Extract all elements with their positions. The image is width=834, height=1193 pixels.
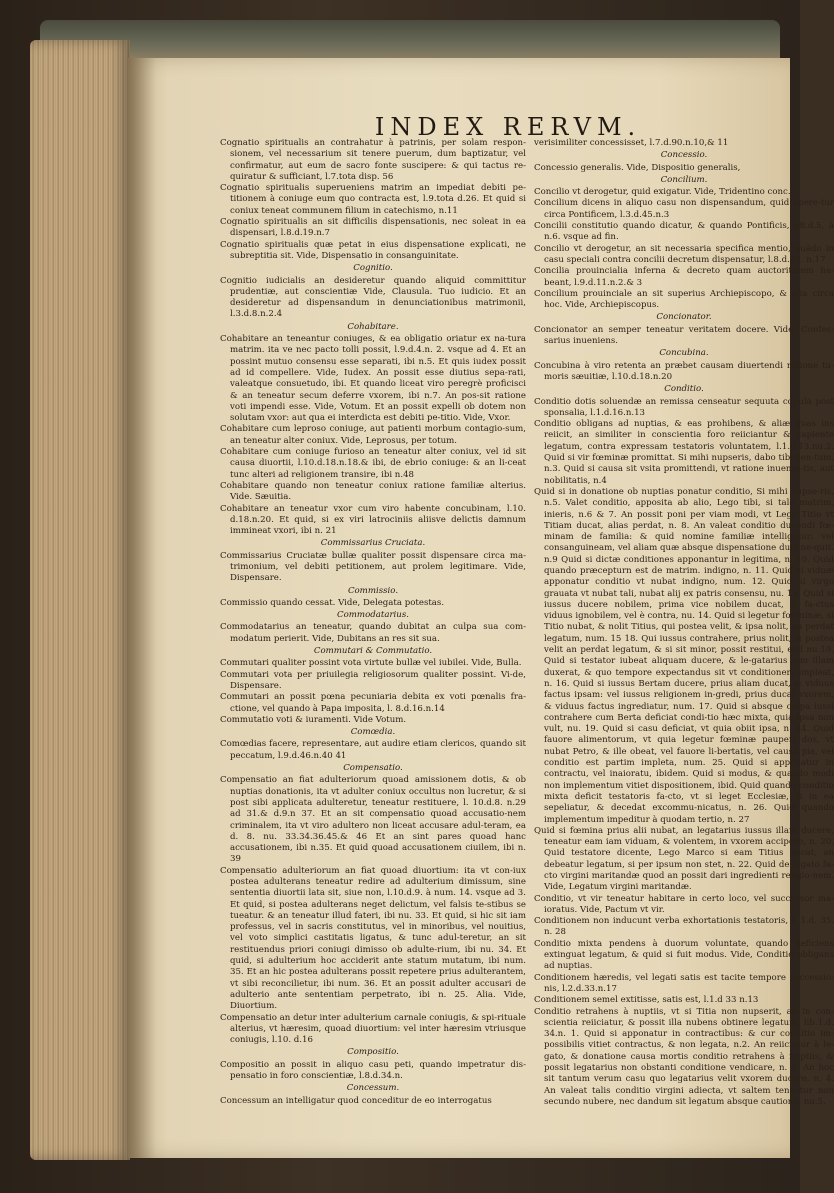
index-entry: Concionator an semper teneatur veritatem docere. Vide, Confes-sarius inueniens. bbox=[534, 324, 834, 347]
index-entry: Conditio, vt vir teneatur habitare in certo loco, vel successor ma-ioratus. Vide, Pactum vt vir. bbox=[534, 893, 834, 915]
index-entry: Conditio mixta pendens à duorum voluntate, quando deficiens extinguat legatum, & quid si fuit modus. Vide, Conditio obligans ad nuptias. bbox=[534, 938, 834, 972]
index-entry: Conditio dotis soluendæ an remissa censeatur sequuta copula post sponsalia, l.1.d.16.n.13 bbox=[534, 396, 834, 418]
index-entry: Conditionem non inducunt verba exhortationis testatoris, l. 1.d. 35. n. 28 bbox=[534, 916, 834, 938]
index-entry: Cognatio spiritualis quæ petat in eius dispensatione explicati, ne subreptitia sit. Vide, Dispensatio in consanguinitate. bbox=[220, 239, 526, 261]
index-entry: Concessio generalis. Vide, Dispositio generalis, bbox=[534, 162, 741, 173]
index-entry: Quid si in donatione ob nuptias ponatur conditio, Si mihi nupse-ris, n.5. Valet conditio, apposita ab alio, Lego tibi, si tale matrim. inieris, n.6 & 7. An possit poni per viam modi, vt Lego Titio vt Titiam ducat, alias perdat, n. 8. An valeat conditio ducendi fœ-minam de familia: & quid nomine familiæ intelligatur: vel consanguineam, vel aliam quæ absque dispensatione duci ne-quit. n.9 Quid si dictæ conditiones apponantur in legitima, n. 10. Quid quando præcepturn est de matrim. indigno, n. 11. Quid si viduæ apponatur conditio vt nubat indigno, num. 12. Quid si virgo grauata vt nubat tali, nubat alij ex patris consensu, nu. 13. Quid si iussus ducere nobilem, prima vice nobilem ducat, & fa-ctus viduus ignobilem, vel è contra, nu. 14. Quid si legetur fœ-minæ, si Titio nubat, & nolit Titius, qui postea velit, & ipsa nolit, an perdat legatum, num. 15 18. Qui iussus contrahere, prius nolit, & postea velit an perdat legatum, & si sit minor, possit restitui, eod nu.19. Quid si testator iubeat aliquam ducere, & le-gatarius iam illam duxerat, & quo tempore expectandus sit vt conditionem impleat, n. 16. Quid si iussus Bertam ducere, prius aliam ducat, & viduus factus ipsam: vel iussus religionem in-gredi, prius ducat vxorem, & viduus factus ingrediatur, num. 17. Quid si absque culpa iussi contrahere cum Berta deficiat condi-tio hæc mixta, quia ipsa non vult, nu. 19. Quid si casu deficiat, vt quia obiit ipsa, n. 24. Quid fauore alimentorum, vt quia legetur fœminæ pauperi dos, vt nubat Petro, & ille obeat, vel fauore li-bertatis, vel causa pia, vel conditio est partim impleta, num. 25. Quid si apponatur in contractu, vel inaioratu, ibidem. Quid si modus, & quando modi non implementum vitiet dispositionem, ibid. Quid quando conditio mixta deficit testatoris fa-cto, vt si leget Ecclesiæ, si in ea sepeliatur, & decedat excommu-nicatus, n. 26. Quid quando implementum impeditur à quodam tertio, n. 27 bbox=[534, 486, 834, 825]
index-entry: Cognatio spiritualis superueniens matrim an impediat debiti pe-titionem à coniuge eum quo contracta est, l.9.tota d.26. Et quid si coniux teneat communem filium in catechismo, n.11 bbox=[220, 183, 526, 216]
index-entry: Commissarius Cruciatæ bullæ qualiter possit dispensare circa ma-trimonium, vel debiti petitionem, aut prolem legitimare. Vide, Dispensare. bbox=[220, 550, 526, 584]
index-heading: Commissarius Cruciata. bbox=[320, 538, 426, 549]
index-heading: Concubina. bbox=[659, 348, 709, 359]
index-entry: Cohabitare cum leproso coniuge, aut patienti morbum contagio-sum, an teneatur alter coniux. Vide, Leprosus, per totum. bbox=[220, 424, 526, 446]
index-entry: Quid si fœmina prius alii nubat, an legatarius iussus illam ducere, teneatur eam iam viduam, & volentem, in vxorem accipere, n. 20. Quid testatore dicente, Lego Marco si eam Titius ducat, an debeatur legatum, si per ipsum non stet, n. 22. Quid de legato fa-cto virgini maritandæ quod an possit dari ingredienti religio-nem. Vide, Legatum virgini maritandæ. bbox=[534, 825, 834, 893]
index-entry: Commissio quando cessat. Vide, Delegata potestas. bbox=[220, 597, 445, 608]
index-entry: Commodatarius an teneatur, quando dubitat an culpa sua com-modatum perierit. Vide, Dubitans an res sit sua. bbox=[220, 622, 526, 644]
index-entry: verisimiliter concessisset, l.7.d.90.n.10,& 11 bbox=[534, 138, 729, 148]
index-heading: Cohabitare. bbox=[347, 321, 399, 332]
index-entry: Conditio retrahens à nuptiis, vt si Titia non nupserit, an in con-scientia reiiciatur, & possit illa nubens obtinere legatum, lib.1.d. 34.n. 1. Quid si apponatur in contractibus: & cur conditio im-possibilis vitiet contractus, & non legata, n.2. An reiiciatur à le-gato, & donatione causa mortis conditio retrahens à nuptiis, & possit legatarius non obstanti conditione vendicare, n. 3. An hoc sit tantum verum casu quo legatarius velit vxorem ducere, n. 4. An valeat talis conditio virgini adiecta, vt saltem teneatur non secundo nubere, nec dandum sit legatum absque cautione, nu.5. bbox=[534, 1006, 834, 1107]
index-entry: Cohabitare an teneantur coniuges, & ea obligatio oriatur ex na-tura matrim. ita ve nec pacto tolli possit, l.9.d.4.n. 2. vsque ad 4. Et an possint mutuo consensu esse separati, ibi n.5. Et quis iudex possit ad id compellere. Vide, Iudex. An possit esse diutius sepa-rati, valeatque consuetudo, ibi. Et quando liceat viro peregrè proficisci & an teneatur secum deferre vxorem, ibi n.7. An pos-sit ratione voti impendi esse. Vide, Votum. Et an possit expelli ob dotem non solutam vxor: aut qua ei interdicta est debiti pe-titio. Vide, Vxor. bbox=[220, 334, 526, 424]
index-heading: Comœdia. bbox=[350, 727, 396, 738]
index-entry: Compensatio adulteriorum an fiat quoad diuortium: ita vt con-iux postea adulterans teneatur redire ad adulterium dimissum, sine sententia diuortii lata sit, siue non, l.10.d.9. à num. 14. vsque ad 3. Et quid, si postea adulterans neget delictum, vel falsis te-stibus se tueatur. & an teneatur illud fateri, ibi nu. 33. Et quid, si hic sit iam professus, vel in sacris constitutus, vel in minoribus, vel nouitius, vel voto simplici castitatis ligatus, & tunc adul-teretur, an sit restituendus priori coniugi dimisso ob adulte-rium, ibi nu. 34. Et quid, si adulterium hoc acciderit ante statum mutatum, ibi num. 35. Et an hic postea adulterans possit repetere prius adulterantem, vt sibi reconcilietur, ibi num. 36. Et an possit adulter accusari de adulterio ante sententiam perpetrato, ibi n. 25. Alia. Vide, Diuortium. bbox=[220, 865, 526, 1012]
index-entry: Concilium prouinciale an sit superius Archiepiscopo, & alia circa hoc. Vide, Archiepiscopus. bbox=[534, 288, 834, 311]
index-heading: Commissio. bbox=[347, 585, 399, 596]
book-page bbox=[128, 58, 834, 1158]
index-entry: Compositio an possit in aliquo casu peti, quando impetratur dis-pensatio in foro conscientiæ, l.8.d.34.n. bbox=[220, 1059, 526, 1082]
left-column bbox=[220, 138, 526, 1107]
index-heading: Cognitio. bbox=[353, 263, 393, 274]
index-entry: Commutari an possit pœna pecuniaria debita ex voti pœnalis fra-ctione, vel quando à Papa imposita, l. 8.d.16.n.14 bbox=[220, 692, 526, 714]
index-heading: Concionator. bbox=[656, 312, 712, 323]
right-column bbox=[534, 138, 834, 1108]
index-entry: Compensatio an detur inter adulterium carnale coniugis, & spi-rituale alterius, vt hæresim, quoad diuortium: vel inter hæresim vtriusque coniugis, l.10. d.16 bbox=[220, 1012, 526, 1046]
index-entry: Commutari vota per priuilegia religiosorum qualiter possint. Vi-de, Dispensare. bbox=[220, 669, 526, 691]
index-entry: Concilia prouincialia inferna & decreto quam auctoritatem ha-beant, l.9.d.11.n.2.& 3 bbox=[534, 266, 834, 288]
index-entry: Cognatio spiritualis an contrahatur à patrinis, per solam respon-sionem, vel necessarium sit tenere puerum, dum baptizatur, vel confirmatur, aut eum de sacro fonte suscipere: & qui tactus re-quiratur & sufficiant, l.7.tota disp. 56 bbox=[220, 138, 526, 182]
index-entry: Cognitio iudicialis an desideretur quando aliquid committitur prudentiæ, aut conscientiæ Vide, Clausula. Tuo iudicio. Et an desideretur ad dispensandum in denunciationibus matrimonii, l.3.d.8.n.2.4 bbox=[220, 275, 526, 320]
book-top-edge bbox=[40, 20, 780, 60]
index-entry: Conditionem semel extitisse, satis est, l.1.d 33 n.13 bbox=[534, 995, 759, 1006]
index-entry: Conditio obligans ad nuptias, & eas prohibens, & aliæ quas ins reiicit, an similiter in conscientia foro reiiciantur & capiente legatum, contra expressam testatoris voluntatem, l.1.d.13.nu.2. Quid si vir fœminæ promittat. Si mihi nupseris, dabo tibi cen-tum, n.3. Quid si causa sit vsita promittendi, vt ratione inuentu-tis, aut nobilitatis, n.4 bbox=[534, 419, 834, 486]
index-entry: Comœdias facere, representare, aut audire etiam clericos, quando sit peccatum, l.9.d.46.n.40 41 bbox=[220, 739, 526, 761]
index-entry: Concessum an intelligatur quod conceditur de eo interrogatus bbox=[220, 1095, 492, 1106]
index-entry: Cohabitare an teneatur vxor cum viro habente concubinam, l.10. d.18.n.20. Et quid, si ex viri latrociniis aliisve delictis damnum immineat vxori, ibi n. 21 bbox=[220, 503, 526, 537]
index-entry: Concilio vt derogetur, quid exigatur. Vide, Tridentino conc. bbox=[534, 187, 791, 198]
index-heading: Compositio. bbox=[347, 1047, 399, 1058]
page-title: INDEX RERVM. bbox=[374, 113, 642, 141]
index-entry: Commutatio voti & iuramenti. Vide Votum. bbox=[220, 714, 407, 725]
index-entry: Concilio vt derogetur, an sit necessaria specifica mentio, quãdo in casu speciali contra concilii decretum dispensatur, l.8.d.33. n.17 bbox=[534, 243, 834, 265]
index-heading: Commutari & Commutatio. bbox=[313, 646, 433, 657]
index-heading: Concessum. bbox=[346, 1083, 400, 1094]
index-entry: Cohabitare cum coniuge furioso an teneatur alter coniux, vel id sit causa diuortii, l.10.d.18.n.18.& ibi, de ebrio coniuge: & an li-ceat tunc alteri ad religionem transire, ibi n.48 bbox=[220, 447, 526, 480]
index-heading: Concessio. bbox=[660, 150, 708, 161]
index-entry: Concubina à viro retenta an præbet causam diuertendi ratione tu-moris sæuitiæ, l.10.d.18.n.20 bbox=[534, 360, 834, 382]
index-entry: Cohabitare quando non teneatur coniux ratione familiæ alterius. Vide. Sæuitia. bbox=[220, 480, 526, 503]
index-entry: Commutari qualiter possint vota virtute bullæ vel iubilei. Vide, Bulla. bbox=[220, 658, 522, 669]
index-heading: Commodatarius. bbox=[337, 610, 409, 621]
index-entry: Conditionem hæredis, vel legati satis est tacite tempore successio-nis, l.2.d.33.n.17 bbox=[534, 972, 834, 994]
index-entry: Concilii constitutio quando dicatur, & quando Pontificis, l.8.d.5, à n.6. vsque ad fin. bbox=[534, 221, 834, 243]
index-heading: Conditio. bbox=[664, 384, 704, 395]
index-heading: Compensatio. bbox=[343, 763, 403, 774]
index-heading: Concilium. bbox=[660, 174, 708, 185]
index-entry: Compensatio an fiat adulteriorum quoad amissionem dotis, & ob nuptias donationis, ita vt adulter coniux occultus non lucretur, & si post sibi applicata adulteretur, teneatur restituere, l. 10.d.8. n.29 ad 31.& d.9.n 37. Et an sit compensatio quoad accusatio-nem criminalem, ita vt viro adultero non liceat accusare adul-teram, ea d. 8. nu. 33.34.36.45.& 46 Et an sint pares quoad hanc accusationem, ibi n.35. Et quid quoad accusationem ciuilem, ibi n. 39 bbox=[220, 775, 526, 865]
book-page-edges bbox=[30, 40, 130, 1160]
index-entry: Cognatio spiritualis an sit difficilis dispensationis, nec soleat in ea dispensari, l.8.d.19.n.7 bbox=[220, 217, 526, 239]
index-entry: Concilium dicens in aliquo casu non dispensandum, quid opere-tur circa Pontificem, l.3.d.45.n.3 bbox=[534, 198, 834, 220]
